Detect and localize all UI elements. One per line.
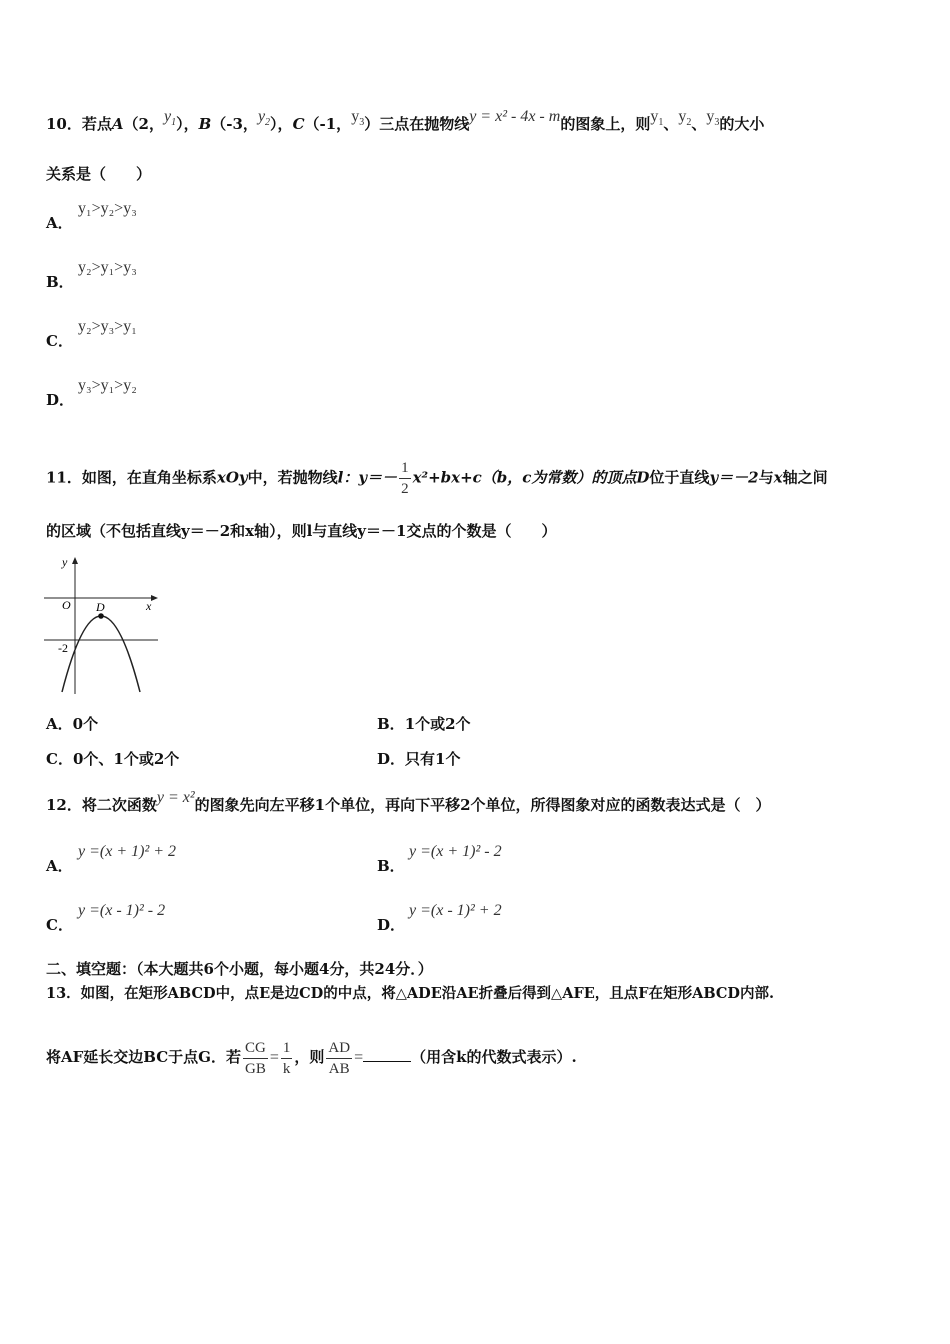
- q10-option-a-label[interactable]: A．: [46, 214, 73, 232]
- q10-sep1: ），: [176, 115, 199, 133]
- q11-fig-y-label: y: [62, 555, 68, 569]
- q10-point-c-coord: （-1，: [304, 115, 352, 133]
- q11-line1: [46, 458, 828, 499]
- q12-option-d-label[interactable]: D．: [377, 916, 406, 934]
- q11-option-b-text: 1个或2个: [404, 715, 471, 733]
- q10-option-c-label[interactable]: C．: [46, 332, 73, 350]
- q10-option-d-label[interactable]: D．: [46, 391, 75, 409]
- q10-sep2: ），: [270, 115, 293, 133]
- q13-frac1-den: GB: [243, 1058, 268, 1079]
- q10-y2: $y_2$: [257, 108, 271, 128]
- q10-y1: $y_1$: [163, 108, 177, 128]
- q12-stem-a: 12．将二次函数: [46, 796, 157, 814]
- q13-line2-c: （用含k的代数式表示）.: [411, 1048, 577, 1066]
- q11-option-a[interactable]: [46, 713, 98, 734]
- q11-option-b[interactable]: [377, 713, 471, 734]
- q10-stem-c: 的大小: [719, 115, 765, 133]
- q12-option-a-expr[interactable]: y =(x + 1)² + 2: [78, 843, 177, 860]
- q10-option-c-expr[interactable]: y₂>y₃>y₁: [78, 318, 137, 335]
- q13-frac3-num: AD: [328, 1039, 351, 1056]
- q11-frac-num: 1: [401, 460, 409, 476]
- section2-heading: 二、填空题：（本大题共6个小题，每小题4分，共24分．）: [46, 960, 433, 978]
- q13-answer-blank[interactable]: [363, 1047, 411, 1062]
- q13-frac2-den: k: [281, 1058, 293, 1079]
- q10-point-a-coord: （2，: [123, 115, 164, 133]
- q10-y3b: $y_3$: [706, 108, 720, 128]
- q10-line1: 10．若点A（2，$y_1$），B（-3，$y_2$），C（-1，$y_3$）三点在抛物线y = x² - 4x - m的图象上，则$y_1$、$y_2$、$y_3$的大小: [46, 108, 765, 133]
- q13-eq: =: [269, 1049, 279, 1066]
- q12-option-c-label[interactable]: C．: [46, 916, 73, 934]
- q10-y1b: $y_1$: [650, 108, 664, 128]
- q11-line1-b: 中，若抛物线: [247, 468, 338, 487]
- q12-option-a-label[interactable]: A．: [46, 857, 73, 875]
- q13-line2-b: ，则: [294, 1048, 325, 1066]
- q11-option-c-label: C．: [46, 750, 73, 768]
- q11-fig-origin-label: O: [62, 598, 71, 612]
- q10-stem-a: 10．若点: [46, 115, 112, 133]
- q10-point-b: B: [198, 115, 212, 133]
- q12-stem-b: 的图象先向左平移1个单位，再向下平移2个单位，所得图象对应的函数表达式是（ ）: [194, 796, 771, 814]
- q11-l-def: l：y＝－: [337, 468, 398, 487]
- q13-fraction-1-k: [281, 1038, 293, 1079]
- q12-option-b-label[interactable]: B．: [377, 857, 405, 875]
- q13-frac2-num: 1: [282, 1039, 291, 1056]
- q10-y3: $y_3$: [351, 108, 365, 128]
- q11-option-c[interactable]: [46, 748, 179, 769]
- q11-xoy: xOy: [216, 468, 248, 487]
- q13-fraction-ad-ab: [326, 1038, 352, 1079]
- q11-fig-x-label: x: [146, 599, 152, 613]
- q11-option-a-text: 0个: [72, 715, 99, 733]
- q10-y2b: $y_2$: [678, 108, 692, 128]
- q11-option-b-label: B．: [377, 715, 405, 733]
- q13-line1: 13．如图，在矩形ABCD中，点E是边CD的中点，将△ADE沿AE折叠后得到△AFE，且点F在矩形ABCD内部.: [46, 985, 775, 1002]
- q11-line1-e: 轴之间: [782, 468, 828, 487]
- q11-fig-vertex-label: D: [96, 600, 105, 614]
- q11-option-c-text: 0个、1个或2个: [72, 750, 180, 768]
- q12-option-b-expr[interactable]: y =(x + 1)² - 2: [409, 843, 502, 860]
- q11-poly: x²+bx+c（b，c为常数）的顶点: [412, 468, 637, 487]
- q11-x-var: x: [773, 468, 783, 487]
- q10-sep3: ）三点在抛物线: [364, 115, 470, 133]
- q10-point-a: A: [111, 115, 124, 133]
- q11-vertex-dot: [98, 613, 104, 619]
- q11-option-d[interactable]: [377, 748, 460, 769]
- q11-frac-den: 2: [399, 478, 411, 499]
- q10-option-b-label[interactable]: B．: [46, 273, 74, 291]
- q11-line1-d: 与: [758, 468, 774, 487]
- q13-line2-a: 将AF延长交边BC于点G．若: [46, 1048, 241, 1066]
- q12-option-d-expr[interactable]: y =(x - 1)² + 2: [409, 902, 502, 919]
- q12-func: y = x²: [156, 789, 195, 806]
- q10-point-b-coord: （-3，: [211, 115, 258, 133]
- q11-option-d-label: D．: [377, 750, 406, 768]
- q12-line1: [46, 789, 771, 816]
- q13-frac1-num: CG: [245, 1039, 266, 1056]
- q11-fig-neg2-label: -2: [58, 641, 68, 655]
- q13-fraction-cg-gb: [243, 1038, 268, 1079]
- q11-x-arrow: [151, 595, 158, 601]
- q11-half-fraction: [399, 458, 411, 499]
- q11-line1-c: 位于直线: [649, 468, 710, 487]
- q10-option-b-expr[interactable]: y₂>y₁>y₃: [78, 259, 137, 276]
- q11-option-d-text: 只有1个: [405, 750, 461, 768]
- q13-frac3-den: AB: [326, 1058, 352, 1079]
- q10-option-d-expr[interactable]: y₃>y₁>y₂: [78, 377, 137, 394]
- q11-y-arrow: [72, 557, 78, 564]
- q10-point-c: C: [292, 115, 305, 133]
- q11-vertex: D: [636, 468, 650, 487]
- q10-line2: 关系是（ ）: [46, 165, 152, 183]
- q11-parabola-curve: [62, 616, 140, 692]
- q10-stem-b: 的图象上，则: [560, 115, 651, 133]
- q11-line2: 的区域（不包括直线y＝－2和x轴），则l与直线y＝－1交点的个数是（ ）: [46, 522, 557, 540]
- q11-y-line: y＝－2: [709, 468, 759, 487]
- q13-line2: [46, 1034, 577, 1081]
- q11-figure: [40, 554, 165, 696]
- q12-option-c-expr[interactable]: y =(x - 1)² - 2: [78, 902, 166, 919]
- q11-option-a-label: A．: [46, 715, 73, 733]
- q10-parabola: y = x² - 4x - m: [469, 108, 561, 125]
- q10-option-a-expr[interactable]: y₁>y₂>y₃: [78, 200, 137, 217]
- q13-eq2: =: [354, 1049, 364, 1066]
- q11-line1-a: 11．如图，在直角坐标系: [46, 468, 217, 487]
